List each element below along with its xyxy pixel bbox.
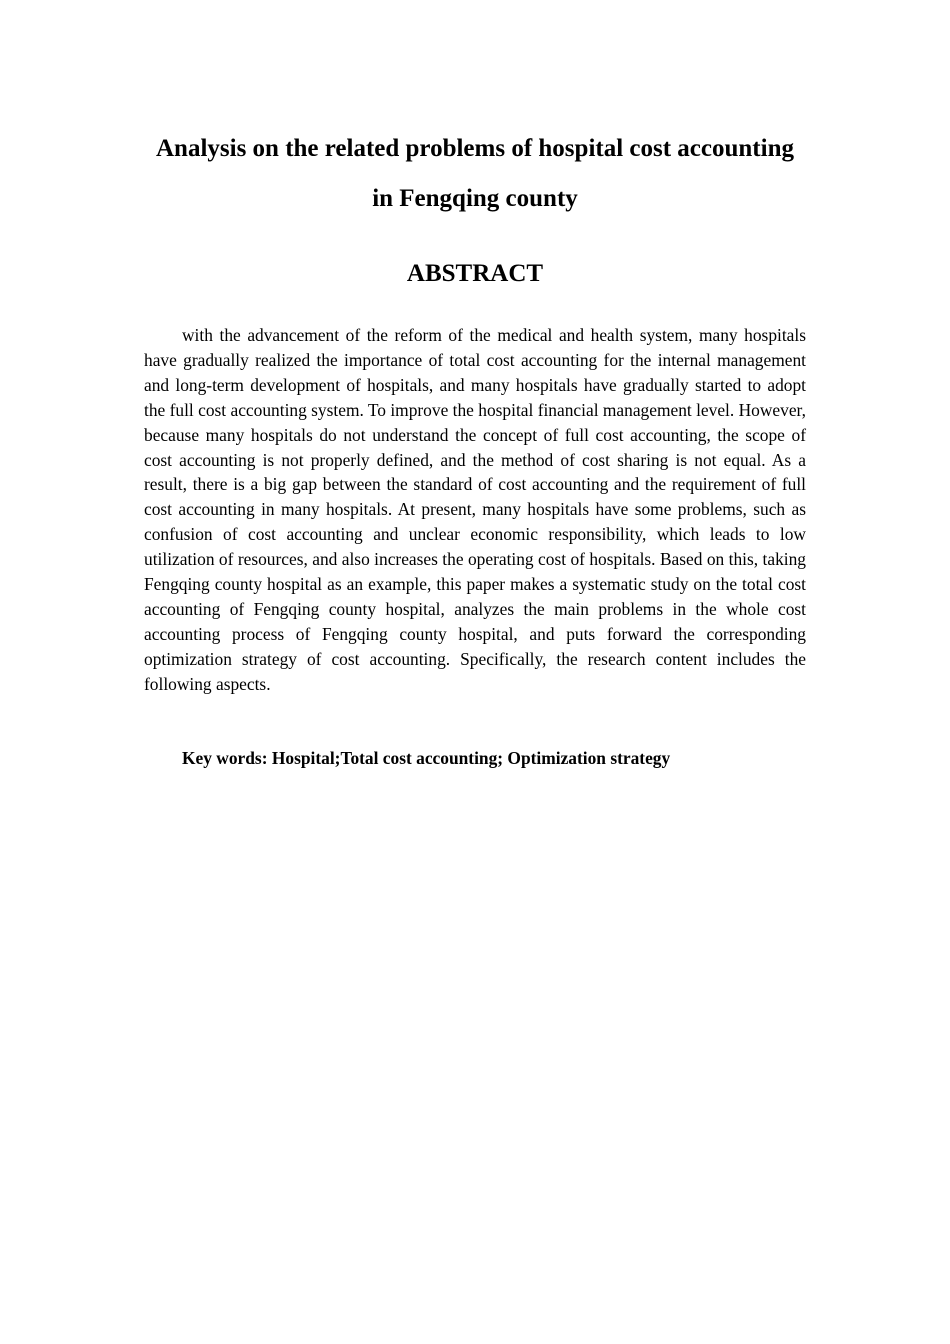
paper-title-line-2: in Fengqing county bbox=[372, 185, 578, 212]
abstract-heading: ABSTRACT bbox=[406, 260, 544, 287]
keywords-line: Key words: Hospital;Total cost accounting; Optimization strategy bbox=[182, 748, 671, 768]
paper-title-line-1: Analysis on the related problems of hospital cost accounting bbox=[155, 135, 794, 162]
abstract-body: with the advancement of the reform of the medical and health system, many hospitals have gradually realized the importance of total cost accounting for the internal management and long-term development of hospitals, and many hospitals have gradually started to adopt the full cost accounting system. To improve the hospital financial management level. However, because many hospitals do not understand the concept of full cost accounting, the scope of cost accounting is not properly defined, and the method of cost sharing is not equal. As a result, there is a big gap between the standard of cost accounting and the requirement of full cost accounting in many hospitals. At present, many hospitals have some problems, such as confusion of cost accounting and unclear economic responsibility, which leads to low utilization of resources, and also increases the operating cost of hospitals. Based on this, taking Fengqing county hospital as an example, this paper makes a systematic study on the total cost accounting of Fengqing county hospital, analyzes the main problems in the whole cost accounting process of Fengqing county hospital, and puts forward the corresponding optimization strategy of cost accounting. Specifically, the research content includes the following aspects. bbox=[144, 325, 806, 694]
